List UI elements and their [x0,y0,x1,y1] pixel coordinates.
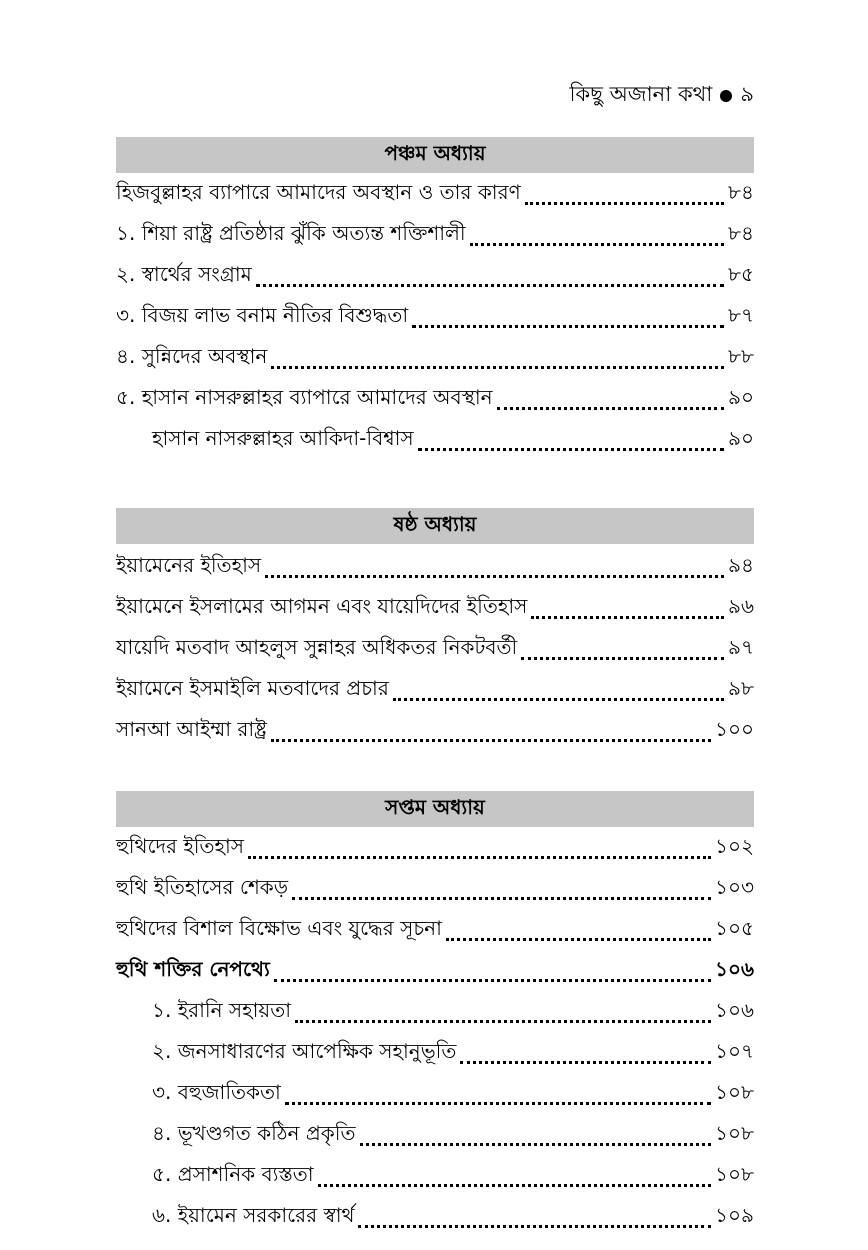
dot-leader [292,897,711,900]
toc-entry[interactable]: ইয়ামেনের ইতিহাস ৯৪ [116,553,754,577]
chapter-heading: সপ্তম অধ্যায় [116,791,754,827]
toc-entry[interactable]: হুথি শক্তির নেপথ্যে ১০৬ [116,957,754,981]
dot-leader [318,1184,711,1187]
toc-entry[interactable]: ইয়ামেনে ইসমাইলি মতবাদের প্রচার ৯৮ [116,676,754,700]
dot-leader [248,856,711,859]
toc-entry[interactable]: ৩. বিজয় লাভ বনাম নীতির বিশুদ্ধতা ৮৭ [116,303,754,327]
toc-entry[interactable]: সানআ আইম্মা রাষ্ট্র ১০০ [116,717,754,741]
dot-leader [265,575,724,578]
dot-leader [285,1102,711,1105]
toc-entry[interactable]: ৫. প্রসাশনিক ব্যস্ততা ১০৮ [152,1162,754,1186]
toc-entry[interactable]: ৫. হাসান নাসরুল্লাহর ব্যাপারে আমাদের অবস্থান ৯০ [116,385,754,409]
toc-section-chapter-6 [116,508,754,752]
toc-entry[interactable]: ইয়ামেনে ইসলামের আগমন এবং যায়েদিদের ইতিহাস ৯৬ [116,594,754,618]
dot-leader [525,202,724,205]
toc-entry[interactable]: ৪. ভূখণ্ডগত কঠিন প্রকৃতি ১০৮ [152,1121,754,1145]
dot-leader [271,366,724,369]
dot-leader [271,739,711,742]
dot-leader [393,698,724,701]
book-title: কিছু অজানা কথা [569,82,713,106]
dot-leader [531,616,724,619]
dot-leader [446,938,711,941]
bullet-dot-icon [720,90,732,102]
toc-entry[interactable]: ৩. বহুজাতিকতা ১০৮ [152,1080,754,1104]
running-header [570,78,755,113]
chapter-heading: পঞ্চম অধ্যায় [116,137,754,173]
toc-entry[interactable]: ১. ইরানি সহায়তা ১০৬ [152,998,754,1022]
toc-section-chapter-7 [116,791,754,1238]
dot-leader [360,1143,712,1146]
dot-leader [295,1020,711,1023]
dot-leader [358,1225,711,1228]
dot-leader [418,448,724,451]
dot-leader [460,1061,711,1064]
dot-leader [256,284,724,287]
toc-entry[interactable]: হাসান নাসরুল্লাহর আকিদা-বিশ্বাস ৯০ [152,426,754,450]
toc-entry[interactable]: হিজবুল্লাহর ব্যাপারে আমাদের অবস্থান ও তার কারণ ৮৪ [116,180,754,204]
toc-section-chapter-5 [116,137,754,461]
toc-entry[interactable]: ৪. সুন্নিদের অবস্থান ৮৮ [116,344,754,368]
dot-leader [412,325,724,328]
dot-leader [521,657,724,660]
dot-leader [274,979,711,982]
toc-entry[interactable]: যায়েদি মতবাদ আহলুস সুন্নাহর অধিকতর নিকটবর্তী ৯৭ [116,635,754,659]
toc-entry[interactable]: হুথি ইতিহাসের শেকড় ১০৩ [116,875,754,899]
toc-entry[interactable]: ২. জনসাধারণের আপেক্ষিক সহানুভূতি ১০৭ [152,1039,754,1063]
toc-entry[interactable]: ২. স্বার্থের সংগ্রাম ৮৫ [116,262,754,286]
toc-entry[interactable]: ১. শিয়া রাষ্ট্র প্রতিষ্ঠার ঝুঁকি অত্যন্ত শক্তিশালী ৮৪ [116,221,754,245]
toc-entry[interactable]: ৬. ইয়ামেন সরকারের স্বার্থ ১০৯ [152,1203,754,1227]
dot-leader [470,243,724,246]
dot-leader [497,407,724,410]
chapter-heading: ষষ্ঠ অধ্যায় [116,508,754,544]
page-number: ৯ [740,82,754,106]
toc-entry[interactable]: হুথিদের বিশাল বিক্ষোভ এবং যুদ্ধের সূচনা ১০৫ [116,916,754,940]
toc-entry[interactable]: হুথিদের ইতিহাস ১০২ [116,834,754,858]
